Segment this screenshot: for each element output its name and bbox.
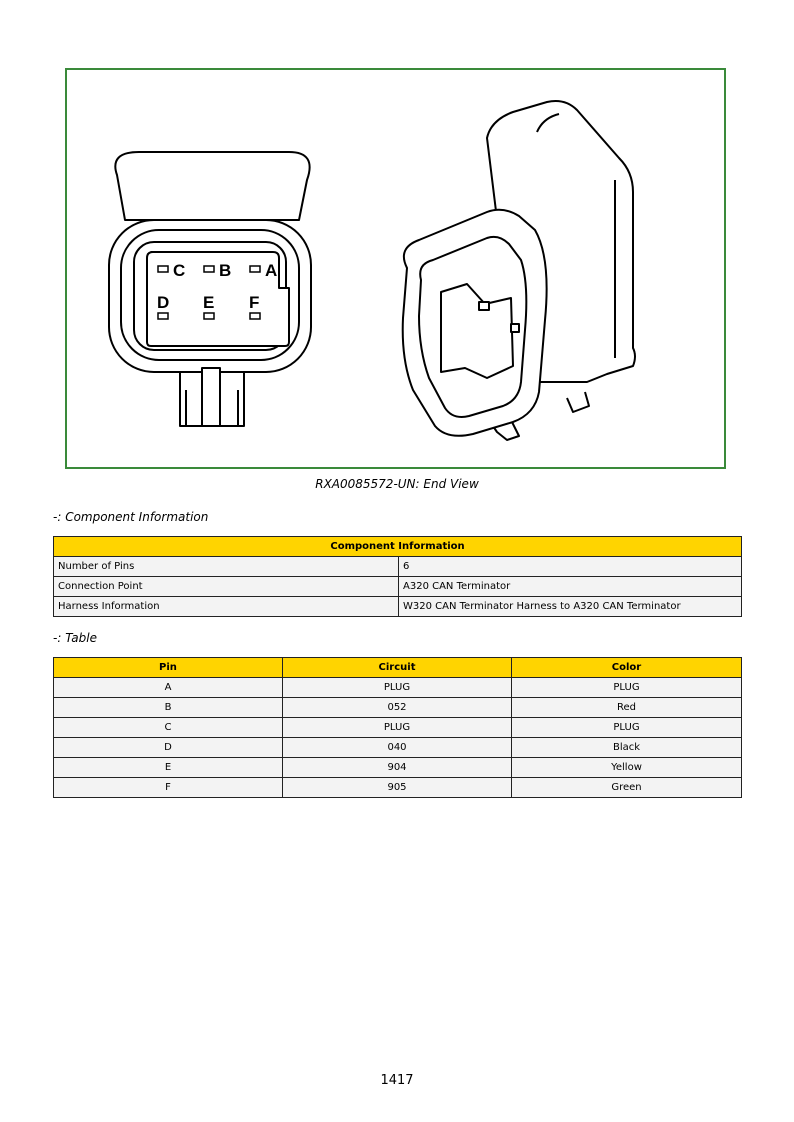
component-section-title: -: Component Information: [53, 510, 209, 524]
info-label: Connection Point: [54, 577, 399, 597]
column-header-circuit: Circuit: [283, 658, 512, 678]
color-cell: Black: [512, 738, 742, 758]
component-info-header: Component Information: [54, 537, 742, 557]
pin-label-a: A: [265, 261, 278, 280]
info-value: W320 CAN Terminator Harness to A320 CAN Terminator: [399, 597, 742, 617]
pin-cell: B: [54, 698, 283, 718]
pin-cell: C: [54, 718, 283, 738]
connector-figure: [65, 68, 726, 469]
color-cell: Yellow: [512, 758, 742, 778]
page-number: 1417: [380, 1073, 414, 1088]
pin-label-e: E: [203, 293, 215, 312]
info-label: Number of Pins: [54, 557, 399, 577]
color-cell: PLUG: [512, 678, 742, 698]
color-cell: Red: [512, 698, 742, 718]
circuit-cell: 052: [283, 698, 512, 718]
pin-label-d: D: [157, 293, 170, 312]
connector-front-latch: [115, 152, 309, 220]
connector-illustration: [67, 70, 724, 467]
component-info-table: [53, 536, 742, 617]
pin-table: [53, 657, 742, 798]
pin-cell: D: [54, 738, 283, 758]
table-row: [54, 738, 742, 758]
pin-cell: F: [54, 778, 283, 798]
pin-cell: A: [54, 678, 283, 698]
color-cell: PLUG: [512, 718, 742, 738]
pin-label-c: C: [173, 261, 186, 280]
table-row: [54, 678, 742, 698]
info-value: 6: [399, 557, 742, 577]
table-row: [54, 577, 742, 597]
pin-table-header-row: [54, 658, 742, 678]
pin-cell: E: [54, 758, 283, 778]
column-header-pin: Pin: [54, 658, 283, 678]
table-row: [54, 758, 742, 778]
table-section-title: -: Table: [53, 631, 97, 645]
table-row: [54, 718, 742, 738]
connector-isometric: [403, 101, 635, 440]
table-row: [54, 698, 742, 718]
info-value: A320 CAN Terminator: [399, 577, 742, 597]
circuit-cell: PLUG: [283, 678, 512, 698]
circuit-cell: PLUG: [283, 718, 512, 738]
info-label: Harness Information: [54, 597, 399, 617]
color-cell: Green: [512, 778, 742, 798]
circuit-cell: 905: [283, 778, 512, 798]
column-header-color: Color: [512, 658, 742, 678]
table-row: [54, 597, 742, 617]
table-row: [54, 778, 742, 798]
figure-caption: RXA0085572-UN: End View: [315, 477, 479, 491]
pin-label-f: F: [249, 293, 260, 312]
pin-label-b: B: [219, 261, 232, 280]
table-row: [54, 557, 742, 577]
circuit-cell: 040: [283, 738, 512, 758]
circuit-cell: 904: [283, 758, 512, 778]
